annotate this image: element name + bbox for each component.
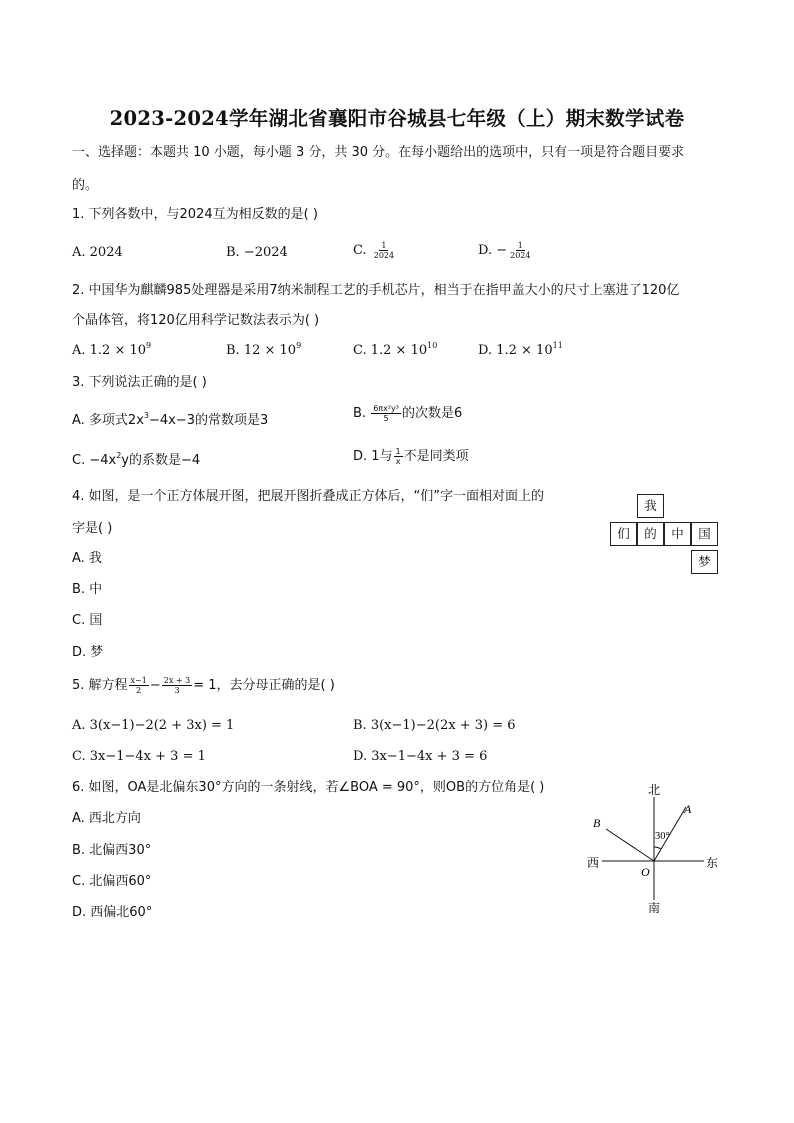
net-cell-row-1: 们 (610, 522, 637, 546)
q3-d-denominator: x (395, 457, 401, 466)
net-cell-row-4: 国 (691, 522, 718, 546)
q3-b-denominator: 5 (383, 414, 389, 423)
q3-option-a (72, 412, 268, 430)
compass-diagram (580, 775, 730, 920)
q3-c-exponent: 2 (116, 451, 122, 460)
q1-option-c (353, 241, 397, 260)
q3-a-exponent: 3 (143, 411, 149, 420)
net-cell-row-3: 中 (664, 522, 691, 546)
q3-a-pre: A. 多项式2x (72, 413, 144, 428)
q1-option-d-label: D. − (478, 243, 508, 258)
label-south: 南 (648, 901, 661, 915)
label-a: A (684, 802, 692, 816)
q2-stem-line1: 2. 中国华为麒麟985处理器是采用7纳米制程工艺的手机芯片，相当于在指甲盖大小的尺寸上塞进了120亿 (72, 283, 680, 298)
label-east: 东 (706, 856, 719, 870)
q3-option-d (353, 447, 469, 466)
label-b: B (593, 816, 601, 830)
q2-option-c (353, 342, 437, 360)
page-title: 2023-2024学年湖北省襄阳市谷城县七年级（上）期末数学试卷 (109, 107, 685, 130)
q6-option-d: D. 西偏北60° (72, 905, 153, 920)
ray-ob (606, 829, 654, 861)
q3-b-pre: B. (353, 406, 371, 421)
q4-option-d: D. 梦 (72, 645, 104, 660)
q3-d-pre: D. 1与 (353, 449, 393, 464)
q5-option-b: B. 3(x−1)−2(2x + 3) = 6 (353, 718, 516, 733)
q2-b-base: B. 12 × 10 (226, 343, 297, 358)
q2-a-exponent: 9 (146, 341, 152, 350)
q5-f1-numerator: x−1 (130, 676, 147, 685)
q2-c-base: C. 1.2 × 10 (353, 343, 428, 358)
q6-option-b: B. 北偏西30° (72, 843, 152, 858)
q4-option-c: C. 国 (72, 613, 103, 628)
label-angle: 30° (655, 831, 670, 842)
q5-stem (72, 676, 335, 695)
q1-d-denominator: 2024 (510, 251, 531, 260)
q2-d-exponent: 11 (552, 341, 563, 350)
q5-f2-denominator: 3 (174, 686, 180, 695)
q5-f2-numerator: 2x + 3 (163, 676, 191, 685)
label-west: 西 (587, 856, 600, 870)
q2-option-d (478, 342, 563, 360)
q5-option-d: D. 3x−1−4x + 3 = 6 (353, 749, 488, 764)
q1-option-c-label: C. (353, 243, 371, 258)
q4-option-a: A. 我 (72, 551, 102, 566)
q1-option-d (478, 241, 533, 260)
q3-b-numerator: 6πx²y³ (373, 404, 399, 413)
q4-stem-line1: 4. 如图，是一个正方体展开图，把展开图折叠成正方体后，“们”字一面相对面上的 (72, 489, 545, 504)
q5-option-c: C. 3x−1−4x + 3 = 1 (72, 749, 206, 764)
angle-arc (654, 847, 661, 849)
q1-d-numerator: 1 (517, 241, 523, 250)
q2-d-base: D. 1.2 × 10 (478, 343, 553, 358)
section-heading: 一、选择题：本题共 10 小题，每小题 3 分，共 30 分。在每小题给出的选项中，只有一项是符合题目要求 (72, 145, 685, 160)
q3-a-post: −4x−3的常数项是3 (149, 413, 269, 428)
q6-stem: 6. 如图，OA是北偏东30°方向的一条射线，若∠BOA = 90°，则OB的方位角是( ) (72, 780, 545, 795)
q5-stem-pre: 5. 解方程 (72, 678, 128, 693)
q2-b-exponent: 9 (296, 341, 302, 350)
section-heading-cont: 的。 (72, 178, 99, 193)
q1-stem: 1. 下列各数中，与2024互为相反数的是( ) (72, 207, 318, 222)
q3-option-c (72, 452, 200, 470)
q5-minus: − (149, 678, 161, 693)
q1-c-numerator: 1 (381, 241, 387, 250)
q2-stem-line2: 个晶体管，将120亿用科学记数法表示为( ) (72, 313, 320, 328)
q2-option-a (72, 342, 151, 360)
net-cell-bottom: 梦 (691, 550, 718, 574)
q1-option-b: B. −2024 (226, 245, 288, 260)
q2-a-base: A. 1.2 × 10 (72, 343, 147, 358)
q5-f1-denominator: 2 (136, 686, 142, 695)
net-cell-row-2: 的 (637, 522, 664, 546)
q3-c-pre: C. −4x (72, 453, 117, 468)
q3-d-numerator: 1 (395, 447, 401, 456)
net-cell-top: 我 (637, 494, 664, 518)
q5-stem-post: = 1，去分母正确的是( ) (193, 678, 335, 693)
q2-option-b (226, 342, 301, 360)
q4-stem-line2: 字是( ) (72, 521, 113, 536)
q4-option-b: B. 中 (72, 582, 103, 597)
q6-option-c: C. 北偏西60° (72, 874, 152, 889)
label-o: O (641, 865, 650, 879)
q3-c-post: y的系数是−4 (121, 453, 201, 468)
q2-c-exponent: 10 (427, 341, 438, 350)
q3-stem: 3. 下列说法正确的是( ) (72, 375, 207, 390)
q1-c-denominator: 2024 (373, 251, 395, 260)
q5-option-a: A. 3(x−1)−2(2 + 3x) = 1 (72, 718, 235, 733)
q3-d-post: 不是同类项 (403, 449, 469, 464)
label-north: 北 (648, 783, 661, 797)
q6-option-a: A. 西北方向 (72, 811, 141, 826)
q3-option-b (353, 404, 462, 423)
q1-option-a: A. 2024 (72, 245, 123, 260)
q3-b-post: 的次数是6 (401, 406, 463, 421)
